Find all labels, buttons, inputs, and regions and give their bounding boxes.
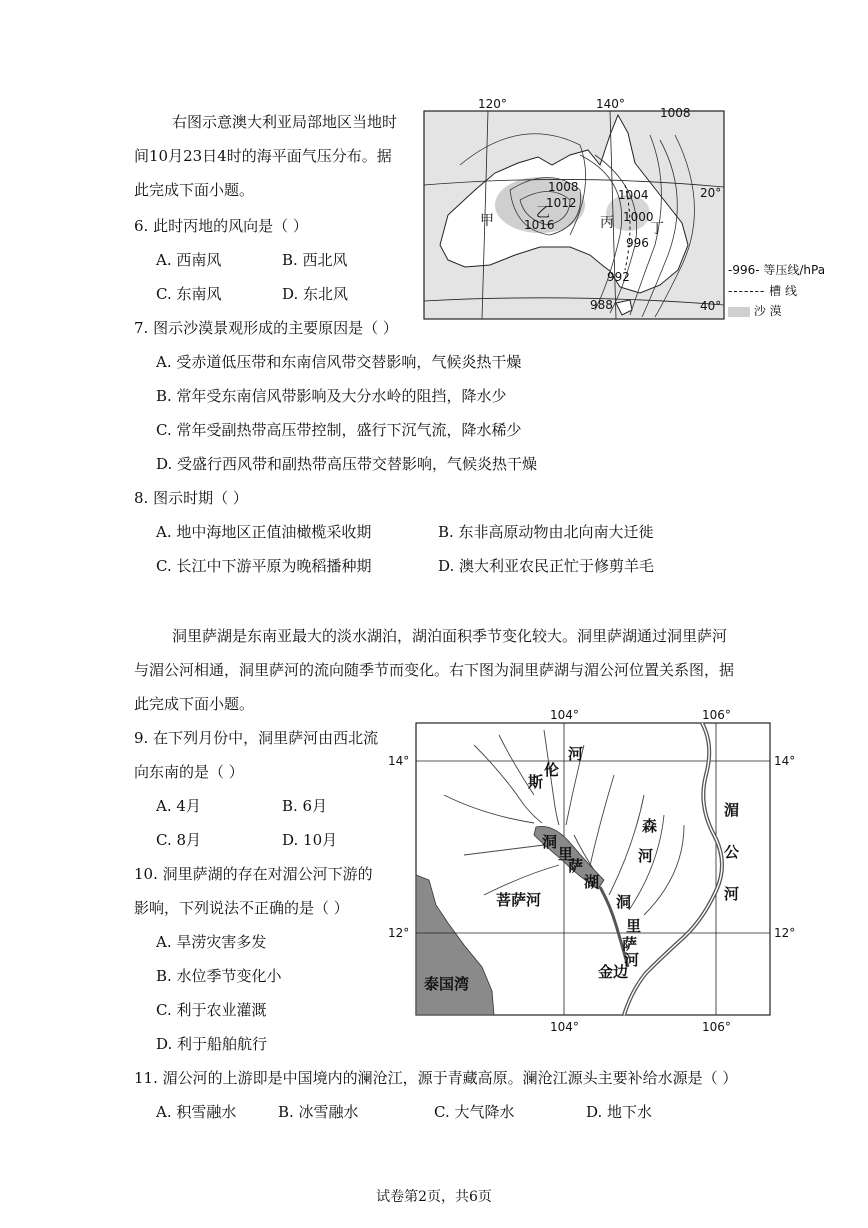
lon-label-104-top: 104°: [550, 708, 579, 722]
isobar-label: 996: [626, 236, 649, 250]
lat-label-14-left: 14°: [388, 754, 410, 768]
isobar-label: 1016: [524, 218, 555, 232]
q10-option-d[interactable]: D. 利于船舶航行: [156, 1035, 268, 1053]
intro1-line2: 间10月23日4时的海平面气压分布。据: [134, 147, 392, 165]
label-pursat: 菩萨河: [496, 891, 542, 909]
q10-option-b[interactable]: B. 水位季节变化小: [156, 967, 282, 985]
lon-label-106-top: 106°: [702, 708, 731, 722]
q8-option-b[interactable]: B. 东非高原动物由北向南大迁徙: [438, 523, 654, 541]
label-mekong-2: 公: [724, 843, 740, 861]
q9-option-a[interactable]: A. 4月: [156, 797, 201, 815]
lat-label-20: 20°: [700, 186, 722, 200]
q6-option-d[interactable]: D. 东北风: [282, 285, 349, 303]
legend-desert: [728, 303, 782, 319]
label-lake-2: 里: [558, 845, 574, 863]
q11-stem: 11. 湄公河的上游即是中国境内的澜沧江，源于青藏高原。澜沧江源头主要补给水源是（ ）: [134, 1069, 738, 1087]
label-tonle-river-1: 洞: [616, 893, 632, 911]
q10-option-a[interactable]: A. 旱涝灾害多发: [156, 933, 267, 951]
label-phnom-penh: 金边: [598, 963, 629, 981]
label-lake-4: 湖: [584, 873, 600, 891]
q6-option-b[interactable]: B. 西北风: [282, 251, 348, 269]
q9-stem-line2: 向东南的是（ ）: [134, 763, 244, 781]
label-stung-sen-3: 河: [568, 745, 584, 763]
label-sen-1: 森: [642, 817, 658, 835]
label-tonle-river-4: 河: [624, 951, 640, 969]
isobar-label: 988: [590, 298, 613, 312]
lon-label-140: 140°: [596, 97, 625, 111]
intro2-line2: 与湄公河相通，洞里萨河的流向随季节而变化。右下图为洞里萨湖与湄公河位置关系图，据: [134, 661, 735, 679]
q7-stem: 7. 图示沙漠景观形成的主要原因是（ ）: [134, 319, 398, 337]
q9-option-b[interactable]: B. 6月: [282, 797, 328, 815]
intro1-line3: 此完成下面小题。: [134, 181, 255, 199]
q10-stem-line2: 影响，下列说法不正确的是（ ）: [134, 899, 349, 917]
legend-isobar: -996- 等压线/hPa: [728, 263, 826, 277]
isobar-label: 1012: [546, 196, 577, 210]
place-yi: 乙: [536, 205, 550, 221]
isobar-label: 1000: [623, 210, 654, 224]
lon-label-106-bottom: 106°: [702, 1020, 731, 1034]
lat-label-40: 40°: [700, 299, 722, 313]
page-footer: 试卷第2页，共6页: [376, 1189, 492, 1205]
place-bing: 丙: [600, 215, 614, 231]
q7-option-b[interactable]: B. 常年受东南信风带影响及大分水岭的阻挡，降水少: [156, 387, 507, 405]
label-tonle-river-3: 萨: [622, 935, 638, 953]
q11-option-b[interactable]: B. 冰雪融水: [278, 1103, 359, 1121]
q8-option-d[interactable]: D. 澳大利亚农民正忙于修剪羊毛: [438, 557, 655, 575]
lat-label-12-left: 12°: [388, 926, 410, 940]
label-stung-sen-2: 伦: [544, 761, 560, 779]
q7-option-a[interactable]: A. 受赤道低压带和东南信风带交替影响，气候炎热干燥: [156, 353, 522, 371]
q9-stem-line1: 9. 在下列月份中，洞里萨河由西北流: [134, 729, 379, 747]
isobar-label: 1008: [660, 106, 691, 120]
q6-option-c[interactable]: C. 东南风: [156, 285, 222, 303]
label-lake-1: 洞: [542, 833, 558, 851]
q11-option-d[interactable]: D. 地下水: [586, 1103, 653, 1121]
legend-trough-label: 槽 线: [769, 284, 797, 298]
q8-option-c[interactable]: C. 长江中下游平原为晚稻播种期: [156, 557, 372, 575]
australia-pressure-map: [420, 95, 730, 325]
label-mekong-3: 河: [724, 885, 740, 903]
place-jia: 甲: [480, 213, 494, 229]
q9-option-c[interactable]: C. 8月: [156, 831, 202, 849]
lat-label-12-right: 12°: [774, 926, 796, 940]
q7-option-d[interactable]: D. 受盛行西风带和副热带高压带交替影响，气候炎热干燥: [156, 455, 538, 473]
q11-option-a[interactable]: A. 积雪融水: [156, 1103, 237, 1121]
q10-option-c[interactable]: C. 利于农业灌溉: [156, 1001, 267, 1019]
desert-swatch: [728, 307, 750, 317]
isobar-label: 1008: [548, 180, 579, 194]
q7-option-c[interactable]: C. 常年受副热带高压带控制，盛行下沉气流，降水稀少: [156, 421, 522, 439]
q6-stem: 6. 此时丙地的风向是（ ）: [134, 217, 308, 235]
label-gulf: 泰国湾: [424, 975, 470, 993]
isobar-label: 992: [607, 270, 630, 284]
q10-stem-line1: 10. 洞里萨湖的存在对湄公河下游的: [134, 865, 373, 883]
label-mekong-1: 湄: [724, 801, 740, 819]
q9-option-d[interactable]: D. 10月: [282, 831, 338, 849]
q11-option-c[interactable]: C. 大气降水: [434, 1103, 515, 1121]
label-stung-sen-1: 斯: [528, 773, 544, 791]
intro1-line1: 右图示意澳大利亚局部地区当地时: [172, 113, 398, 131]
lon-label-104-bottom: 104°: [550, 1020, 579, 1034]
label-tonle-river-2: 里: [626, 917, 642, 935]
intro2-line3: 此完成下面小题。: [134, 695, 255, 713]
australia-map-svg: [420, 95, 730, 325]
legend-trough: ------- 槽 线: [728, 284, 797, 298]
label-sen-2: 河: [638, 847, 654, 865]
tonlesap-map-svg: [384, 705, 804, 1035]
lat-label-14-right: 14°: [774, 754, 796, 768]
place-ding: 丁: [650, 221, 664, 237]
q6-option-a[interactable]: A. 西南风: [156, 251, 222, 269]
q8-option-a[interactable]: A. 地中海地区正值油橄榄采收期: [156, 523, 372, 541]
tonlesap-map: [384, 705, 804, 1035]
intro2-line1: 洞里萨湖是东南亚最大的淡水湖泊，湖泊面积季节变化较大。洞里萨湖通过洞里萨河: [172, 627, 728, 645]
isobar-label: 1004: [618, 188, 649, 202]
legend-desert-label: 沙 漠: [753, 304, 782, 318]
q8-stem: 8. 图示时期（ ）: [134, 489, 248, 507]
lon-label-120: 120°: [478, 97, 507, 111]
label-lake-3: 萨: [568, 857, 584, 875]
